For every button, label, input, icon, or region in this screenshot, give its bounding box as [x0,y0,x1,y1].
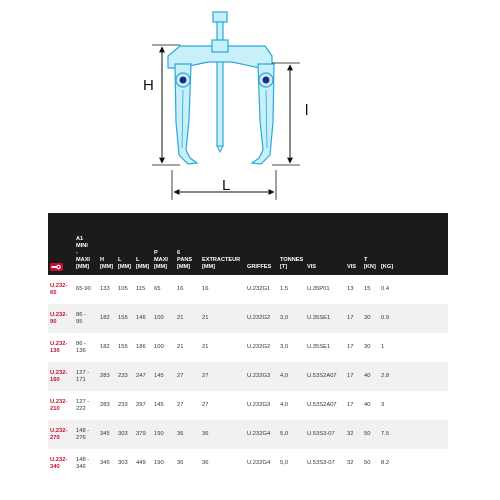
table-cell: 145 [154,402,164,408]
spec-table [48,213,448,478]
table-cell: 86 - 136 [76,340,86,354]
table-cell: 40 [364,373,371,379]
dimension-i [272,63,300,165]
dimension-h-label: H [143,77,154,94]
table-cell: 36 [202,460,209,466]
dimension-i-label: l [305,102,309,119]
table-cell: 8.2 [381,460,390,466]
table-cell: 3 [381,402,385,408]
table-cell: 3,0 [280,344,289,350]
table-cell: 40 [364,402,371,408]
table-cell: 283 [100,402,110,408]
table-cell: 186 [136,344,146,350]
table-cell: 17 [347,315,354,321]
table-cell: 3,0 [280,315,289,321]
table-cell: 50 [364,431,371,437]
table-cell: 127 - 222 [76,398,90,412]
table-cell: 2.8 [381,373,390,379]
table-row [48,420,448,449]
header-cell: VIS [347,264,357,270]
header-cell: VIS [307,264,317,270]
table-cell: 182 [100,315,110,321]
table-cell: 4,0 [280,402,289,408]
table-cell: 0.4 [381,286,390,292]
table-row [48,304,448,333]
table-cell: 36 [177,460,184,466]
table-cell: U.232G1 [247,286,271,292]
right-jaw-arm [252,64,274,164]
table-cell: 7.5 [381,431,390,437]
table-cell: 155 [118,315,128,321]
table-cell: 345 [100,431,110,437]
table-cell: U.35SE1 [307,344,331,350]
table-cell: U.232G4 [247,431,271,437]
table-cell: 5,0 [280,431,289,437]
table-cell: 148 - 346 [76,456,90,470]
table-cell: 100 [154,315,164,321]
product-ref-link[interactable]: U.232- 130 [50,340,68,354]
table-cell: 86 - 95 [76,311,86,325]
table-cell: 21 [202,344,209,350]
table-cell: 297 [136,402,146,408]
table-cell: 21 [177,344,184,350]
table-cell: 283 [100,373,110,379]
table-cell: 21 [202,315,209,321]
header-cell: GRIFFES [247,264,272,270]
table-cell: 36 [202,431,209,437]
table-cell: 1,5 [280,286,289,292]
table-cell: 247 [136,373,146,379]
table-cell: 127 - 171 [76,369,90,383]
spec-table-body [48,275,448,478]
table-cell: 30 [364,344,371,350]
table-cell: 449 [136,460,146,466]
table-cell: 233 [118,402,128,408]
table-cell: 303 [118,460,128,466]
product-ref-link[interactable]: U.232- 270 [50,427,68,441]
table-cell: 65-90 [76,286,91,292]
table-row [48,391,448,420]
table-cell: U.232G3 [247,402,271,408]
table-cell: U.232G2 [247,315,271,321]
table-cell: 27 [177,402,184,408]
header-cell: L [MM] [118,257,132,270]
table-cell: 133 [100,286,110,292]
table-cell: U.232G2 [247,344,271,350]
table-cell: 36 [177,431,184,437]
table-cell: 4,0 [280,373,289,379]
header-cell: H [MM] [100,257,114,270]
header-cell: T [KN] [364,257,376,270]
table-cell: 345 [100,460,110,466]
table-cell: 16 [177,286,184,292]
header-cell: L [MM] [136,257,150,270]
table-cell: 1 [381,344,385,350]
header-cell: 6 PANS [MM] [177,250,193,270]
table-row [48,449,448,478]
table-cell: 233 [118,373,128,379]
header-cell: P MAXI [MM] [154,250,168,270]
puller-diagram [0,0,500,212]
table-cell: 146 [136,315,146,321]
table-cell: 17 [347,344,354,350]
table-cell: U.53S3-07 [307,431,335,437]
table-cell: 32 [347,431,354,437]
table-cell: U.53S2A07 [307,373,337,379]
spec-table-container [48,213,448,478]
table-cell: 190 [154,460,164,466]
table-cell: U.35P01 [307,286,330,292]
table-cell: U.35SE1 [307,315,331,321]
table-cell: 50 [364,460,371,466]
table-cell: U.53S3-07 [307,460,335,466]
table-cell: 30 [364,315,371,321]
product-ref-link[interactable]: U.232- 160 [50,369,68,383]
header-cell: TONNES [T] [280,257,304,270]
table-cell: 27 [202,402,209,408]
facom-logo-icon [50,263,63,271]
table-cell: 65 [154,286,161,292]
table-cell: 27 [177,373,184,379]
header-cell: A1 MINI - MAXI [MM] [76,236,90,270]
table-cell: 21 [177,315,184,321]
table-row [48,362,448,391]
spindle-screw [213,12,227,152]
table-cell: U.232G4 [247,460,271,466]
table-cell: 27 [202,373,209,379]
table-cell: 17 [347,402,354,408]
table-cell: 379 [136,431,146,437]
table-cell: 303 [118,431,128,437]
table-cell: U.232G3 [247,373,271,379]
header-cell: [KG] [381,264,394,270]
table-cell: 105 [118,286,128,292]
table-cell: 17 [347,373,354,379]
table-cell: 190 [154,431,164,437]
product-ref-link[interactable]: U.232- 210 [50,398,68,412]
table-cell: 32 [347,460,354,466]
table-cell: 15 [364,286,371,292]
product-ref-link[interactable]: U.232- 65 [50,282,68,296]
table-cell: 148 - 276 [76,427,90,441]
table-cell: 13 [347,286,354,292]
product-ref-link[interactable]: U.232- 340 [50,456,68,470]
table-cell: 115 [136,286,146,292]
table-row [48,333,448,362]
dimension-l-label: L [222,177,231,194]
table-cell: 100 [154,344,164,350]
header-cell: EXTRACTEUR [MM] [202,257,241,270]
table-cell: 155 [118,344,128,350]
table-cell: 145 [154,373,164,379]
table-cell: 16 [202,286,209,292]
table-row [48,275,448,304]
spec-table-header-row [48,213,448,275]
table-cell: 5,0 [280,460,289,466]
product-ref-link[interactable]: U.232- 90 [50,311,68,325]
table-cell: U.53S2A07 [307,402,337,408]
table-cell: 182 [100,344,110,350]
table-cell: 0.9 [381,315,390,321]
left-jaw-arm [175,64,197,164]
header-logo-cell [48,213,74,275]
